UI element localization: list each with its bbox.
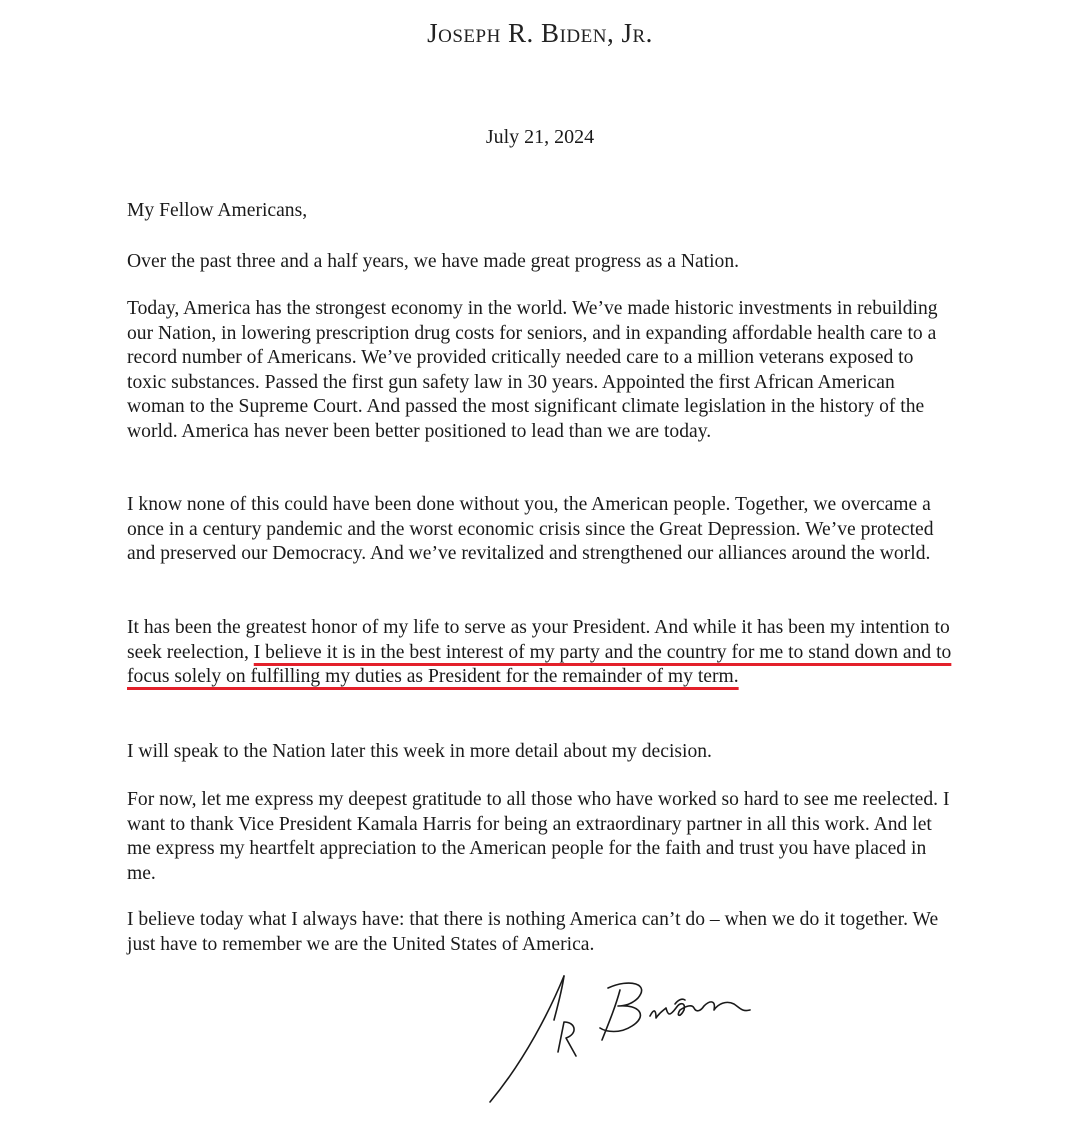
paragraph-decision xyxy=(127,616,957,690)
letter-date: July 21, 2024 xyxy=(485,126,595,148)
paragraph-closing xyxy=(127,908,957,957)
paragraph-text: I know none of this could have been done without you, the American people. Together, we overcame a once in a century pandemic and the worst economic crisis since the Great Depression. We’ve protected and preserved our Democracy. And we’ve revitalized and strengthened our alliances around the world. xyxy=(127,494,934,564)
salutation xyxy=(127,199,957,224)
paragraph-gratitude-people xyxy=(127,493,957,567)
paragraph-progress xyxy=(127,250,957,275)
paragraph-text: I believe today what I always have: that there is nothing America can’t do – when we do it together. We just have to remember we are the United States of America. xyxy=(127,909,939,955)
paragraph-thanks xyxy=(127,788,957,886)
paragraph-text: Today, America has the strongest economy in the world. We’ve made historic investments in rebuilding our Nation, in lowering prescription drug costs for seniors, and in expanding affordable health care to a record number of Americans. We’ve provided critically needed care to a million veterans exposed to toxic substances. Passed the first gun safety law in 30 years. Appointed the first African American woman to the Supreme Court. And passed the most significant climate legislation in the history of the world. America has never been better positioned to lead than we are today. xyxy=(127,298,938,442)
paragraph-speak xyxy=(127,740,957,765)
paragraph-text xyxy=(127,616,957,690)
paragraph-achievements xyxy=(127,297,957,444)
highlighted-decision: I believe it is in the best interest of my party and the country for me to stand down and to focus solely on fulfilling my duties as President for the remainder of my term. xyxy=(127,641,952,687)
paragraph-text: I will speak to the Nation later this week in more detail about my decision. xyxy=(127,741,712,762)
signature-image xyxy=(480,960,780,1110)
paragraph-text: Over the past three and a half years, we have made great progress as a Nation. xyxy=(127,251,740,272)
salutation-text: My Fellow Americans, xyxy=(127,200,308,221)
paragraph-text: For now, let me express my deepest gratitude to all those who have worked so hard to see me reelected. I want to thank Vice President Kamala Harris for being an extraordinary partner in all this work. And let me express my heartfelt appreciation to the American people for the faith and trust you have placed in me. xyxy=(127,789,950,884)
decision-intro: It has been the greatest honor of my life to serve as your President. And while it has been my intention to seek reelection, xyxy=(127,617,950,663)
letterhead: Joseph R. Biden, Jr. xyxy=(427,18,653,48)
